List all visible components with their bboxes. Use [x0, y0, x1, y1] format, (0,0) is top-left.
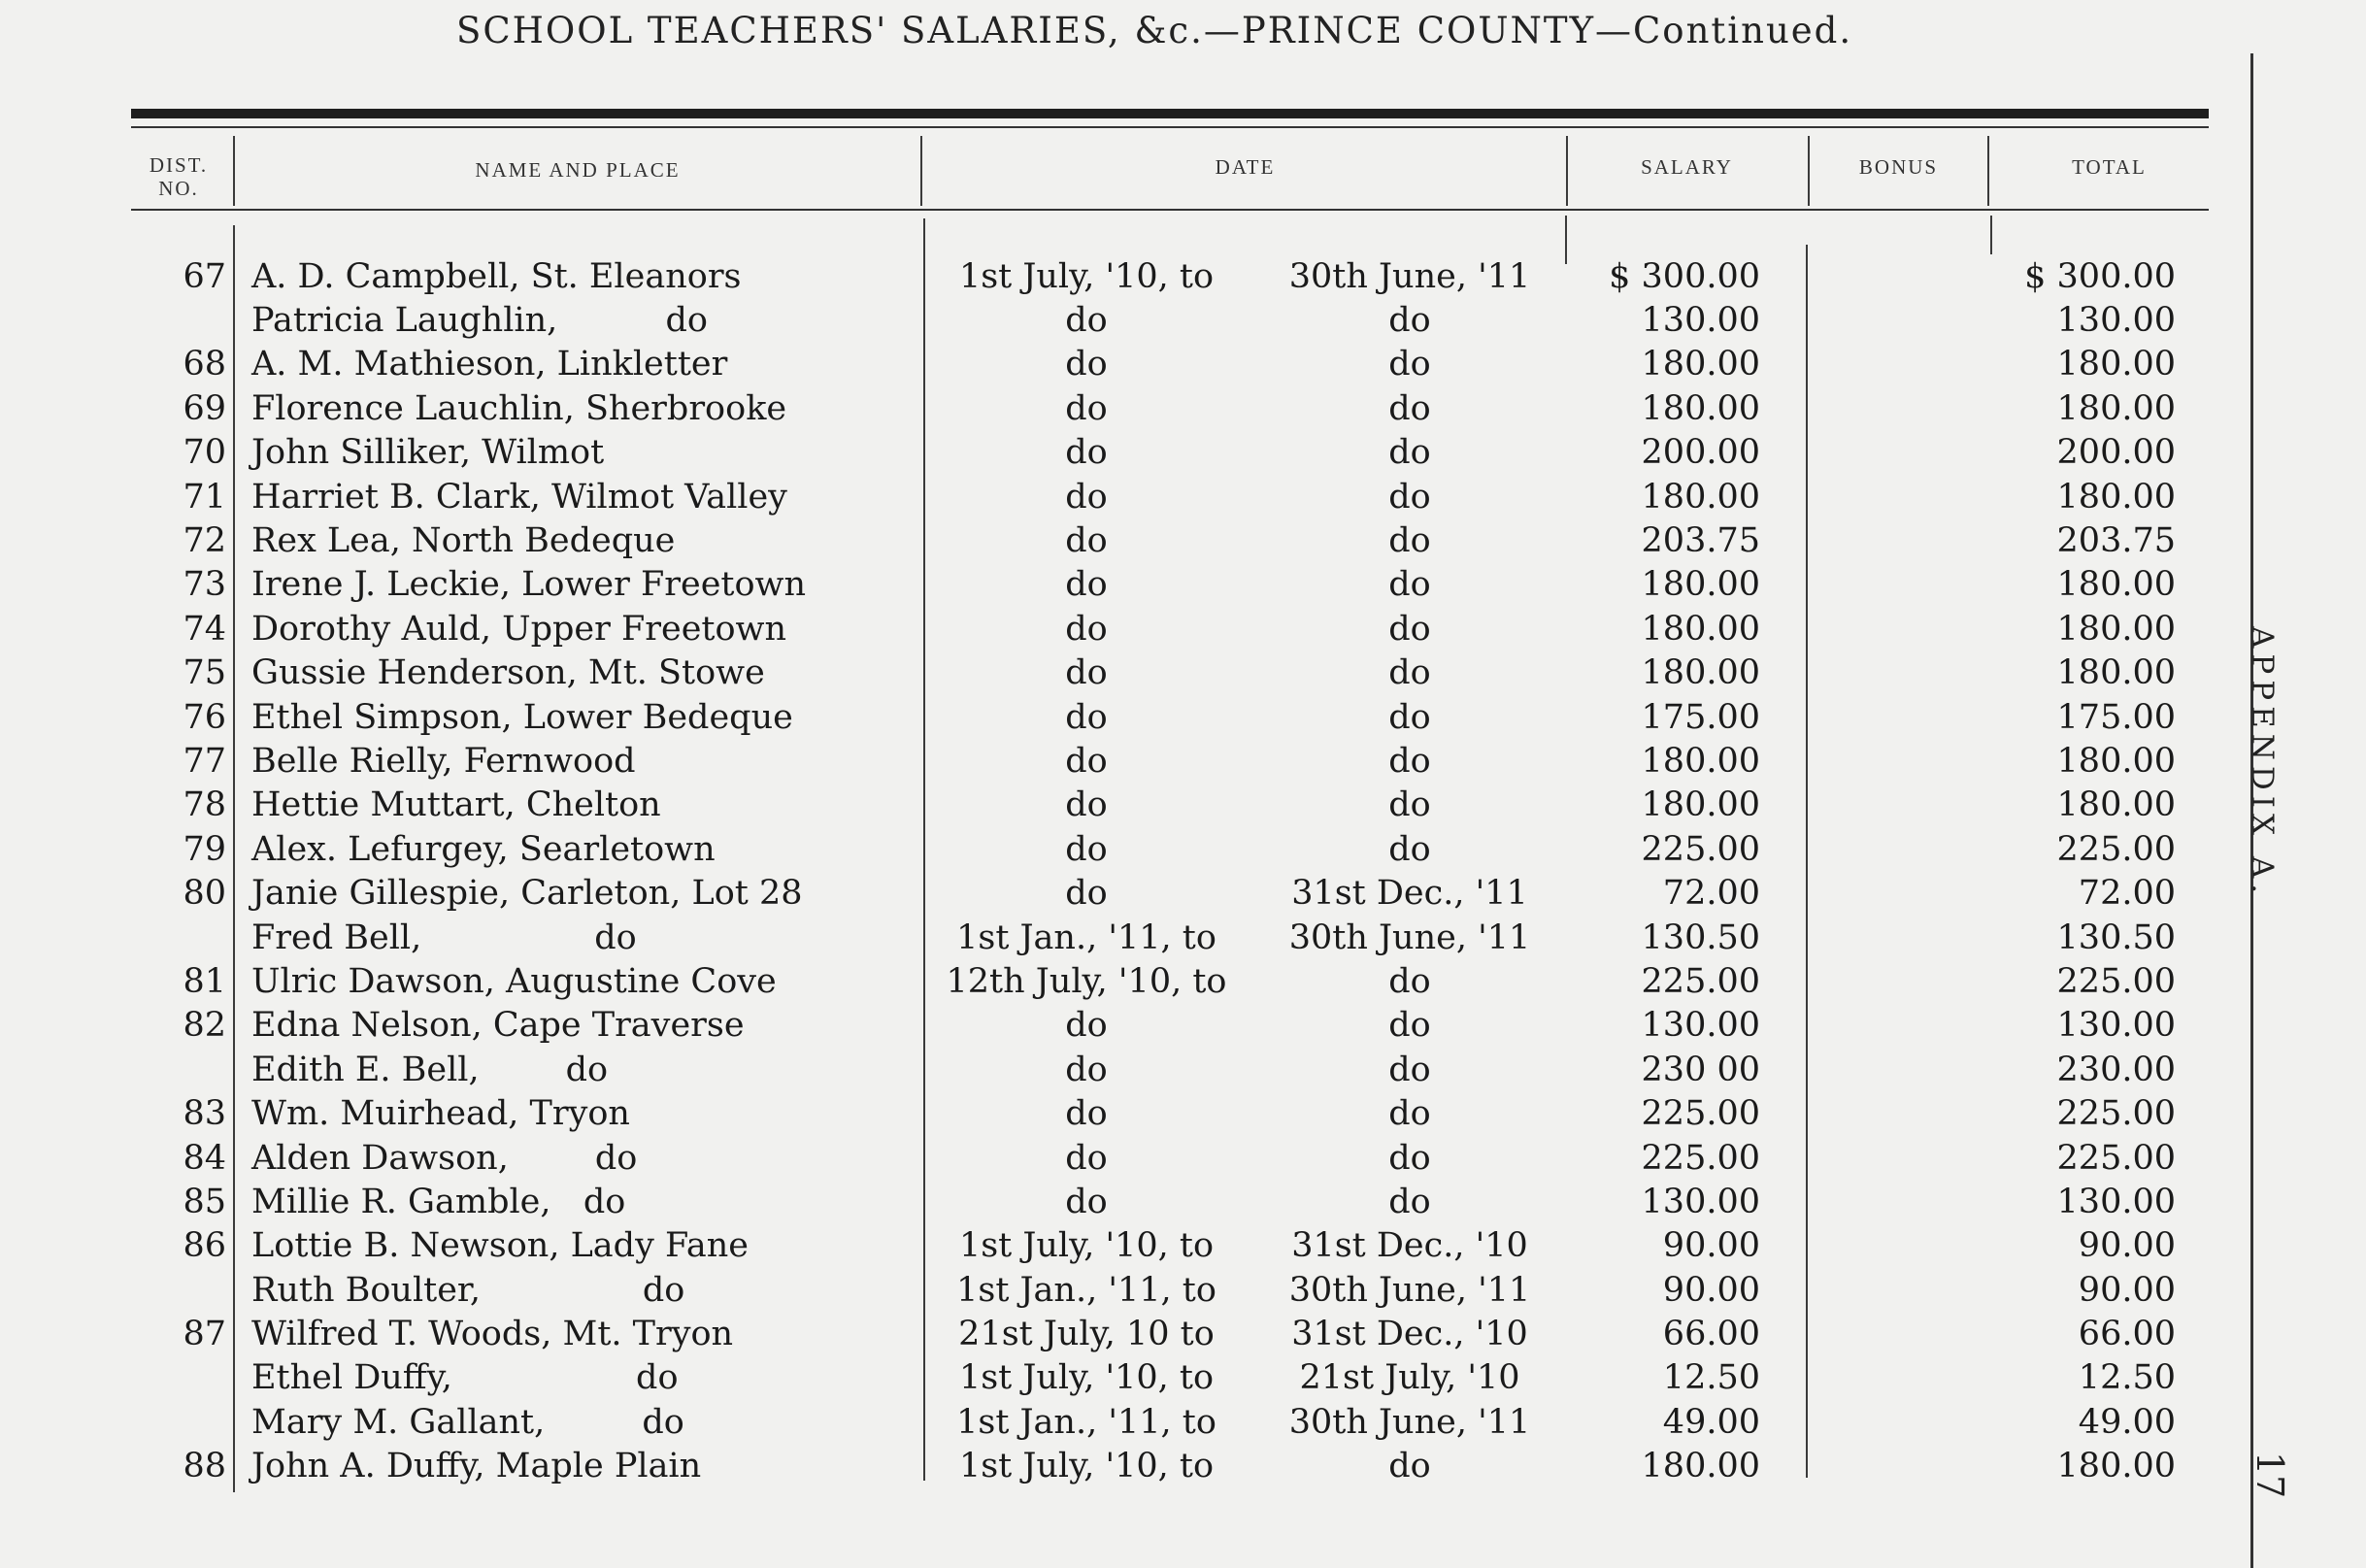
- date-from: do: [1065, 609, 1108, 649]
- bonus-value: [1768, 1224, 1948, 1268]
- bonus-value: [1768, 298, 1948, 342]
- date-from: do: [1065, 565, 1108, 605]
- date-to: do: [1388, 1138, 1431, 1178]
- district-number: [146, 1048, 240, 1091]
- district-number: 87: [183, 1315, 226, 1354]
- date-from: do: [1065, 785, 1108, 825]
- page-title: SCHOOL TEACHERS' SALARIES, &c.—PRINCE COUNTY—Continued.: [456, 10, 1853, 51]
- district-number: 82: [183, 1006, 226, 1046]
- total-value: 225.00: [2056, 961, 2176, 1001]
- teacher-name-place: Alden Dawson, do: [251, 1138, 638, 1178]
- header-salary: SALARY: [1641, 155, 1733, 179]
- bonus-value: [1768, 431, 1948, 475]
- salary-value: 49.00: [1662, 1402, 1760, 1442]
- teacher-name-place: Ulric Dawson, Augustine Cove: [251, 961, 777, 1001]
- appendix-label: APPENDIX A.: [2245, 626, 2280, 900]
- bonus-value: [1768, 916, 1948, 959]
- bonus-value: [1768, 695, 1948, 739]
- salary-value: 200.00: [1641, 433, 1760, 473]
- district-number: 74: [183, 609, 226, 649]
- district-number: [146, 916, 240, 959]
- bonus-value: [1768, 386, 1948, 430]
- salary-value: 180.00: [1641, 477, 1760, 517]
- date-from: do: [1065, 521, 1108, 561]
- district-number: 88: [183, 1447, 226, 1486]
- date-to: 30th June, '11: [1288, 917, 1531, 957]
- table-row: [146, 695, 2176, 739]
- header-dist-line1: DIST.: [149, 153, 209, 177]
- date-to: do: [1388, 1050, 1431, 1089]
- table-row: [146, 1312, 2176, 1355]
- bonus-value: [1768, 1136, 1948, 1180]
- table-row: [146, 784, 2176, 827]
- total-value: 225.00: [2056, 1094, 2176, 1134]
- table-row: [146, 871, 2176, 915]
- date-to: do: [1388, 741, 1431, 781]
- district-number: 80: [183, 874, 226, 914]
- date-to: 21st July, '10: [1299, 1358, 1520, 1398]
- date-from: do: [1065, 1050, 1108, 1089]
- salary-value: 180.00: [1641, 1447, 1760, 1486]
- teacher-name-place: Janie Gillespie, Carleton, Lot 28: [251, 874, 803, 914]
- bonus-value: [1768, 1180, 1948, 1223]
- total-value: 12.50: [2078, 1358, 2176, 1398]
- bonus-value: [1768, 827, 1948, 871]
- salary-value: 225.00: [1641, 829, 1760, 869]
- district-number: 70: [183, 433, 226, 473]
- total-value: 180.00: [2056, 609, 2176, 649]
- table-row: [146, 1445, 2176, 1488]
- total-value: 180.00: [2056, 741, 2176, 781]
- date-from: do: [1065, 1182, 1108, 1221]
- bonus-value: [1768, 1312, 1948, 1355]
- salary-value: 130.00: [1641, 1182, 1760, 1221]
- date-from: 1st Jan., '11, to: [956, 1402, 1216, 1442]
- salary-value: 203.75: [1641, 521, 1760, 561]
- total-value: 180.00: [2056, 785, 2176, 825]
- teacher-name-place: Harriet B. Clark, Wilmot Valley: [251, 477, 787, 517]
- table-row: [146, 1004, 2176, 1048]
- date-from: do: [1065, 741, 1108, 781]
- bonus-value: [1768, 518, 1948, 562]
- total-value: 66.00: [2078, 1315, 2176, 1354]
- header-separator: [1808, 136, 1810, 206]
- salary-table: [146, 254, 2176, 1488]
- district-number: [146, 1400, 240, 1444]
- date-to: do: [1388, 1094, 1431, 1134]
- total-value: 180.00: [2056, 345, 2176, 384]
- date-to: do: [1388, 1006, 1431, 1046]
- table-row: [146, 386, 2176, 430]
- date-to: do: [1388, 1182, 1431, 1221]
- total-value: 175.00: [2056, 697, 2176, 737]
- bonus-value: [1768, 739, 1948, 783]
- teacher-name-place: Millie R. Gamble, do: [251, 1182, 626, 1221]
- table-row: [146, 1400, 2176, 1444]
- salary-value: 90.00: [1662, 1226, 1760, 1266]
- date-from: 1st Jan., '11, to: [956, 917, 1216, 957]
- table-row: [146, 343, 2176, 386]
- date-to: do: [1388, 388, 1431, 428]
- bonus-value: [1768, 1004, 1948, 1048]
- teacher-name-place: John Silliker, Wilmot: [251, 433, 605, 473]
- table-row: [146, 431, 2176, 475]
- header-top-rule: [131, 126, 2209, 128]
- date-from: do: [1065, 1138, 1108, 1178]
- teacher-name-place: Irene J. Leckie, Lower Freetown: [251, 565, 807, 605]
- teacher-name-place: Lottie B. Newson, Lady Fane: [251, 1226, 750, 1266]
- table-row: [146, 739, 2176, 783]
- heavy-rule: [131, 109, 2209, 118]
- table-row: [146, 518, 2176, 562]
- teacher-name-place: A. M. Mathieson, Linkletter: [251, 345, 728, 384]
- date-from: do: [1065, 1006, 1108, 1046]
- date-to: 31st Dec., '10: [1291, 1315, 1528, 1354]
- district-number: 85: [183, 1182, 226, 1221]
- table-row: [146, 607, 2176, 651]
- salary-value: 130.50: [1641, 917, 1760, 957]
- date-to: do: [1388, 829, 1431, 869]
- teacher-name-place: Rex Lea, North Bedeque: [251, 521, 676, 561]
- table-row: [146, 1136, 2176, 1180]
- bonus-value: [1768, 871, 1948, 915]
- salary-value: 180.00: [1641, 741, 1760, 781]
- header-total: TOTAL: [2072, 155, 2147, 179]
- salary-value: 175.00: [1641, 697, 1760, 737]
- header-separator: [1566, 136, 1568, 206]
- date-from: do: [1065, 477, 1108, 517]
- table-row: [146, 651, 2176, 695]
- teacher-name-place: Belle Rielly, Fernwood: [251, 741, 636, 781]
- teacher-name-place: Dorothy Auld, Upper Freetown: [251, 609, 787, 649]
- teacher-name-place: Patricia Laughlin, do: [251, 301, 709, 341]
- salary-value: 72.00: [1662, 874, 1760, 914]
- total-value: 72.00: [2078, 874, 2176, 914]
- header-name: NAME AND PLACE: [475, 158, 681, 182]
- table-row: [146, 959, 2176, 1003]
- page-number: 17: [2249, 1451, 2291, 1499]
- salary-value: 225.00: [1641, 961, 1760, 1001]
- table-row: [146, 1048, 2176, 1091]
- date-from: do: [1065, 874, 1108, 914]
- date-from: do: [1065, 1094, 1108, 1134]
- total-value: 230.00: [2056, 1050, 2176, 1089]
- salary-value: 180.00: [1641, 388, 1760, 428]
- bonus-value: [1768, 563, 1948, 607]
- salary-value: 12.50: [1662, 1358, 1760, 1398]
- date-to: do: [1388, 653, 1431, 693]
- total-value: 90.00: [2078, 1226, 2176, 1266]
- teacher-name-place: John A. Duffy, Maple Plain: [251, 1447, 702, 1486]
- date-to: do: [1388, 961, 1431, 1001]
- table-row: [146, 1268, 2176, 1312]
- bonus-value: [1768, 1356, 1948, 1400]
- salary-value: 230 00: [1641, 1050, 1760, 1089]
- district-number: 77: [183, 741, 226, 781]
- date-from: 1st July, '10, to: [958, 1358, 1215, 1398]
- date-from: do: [1065, 388, 1108, 428]
- date-to: do: [1388, 301, 1431, 341]
- district-number: 76: [183, 697, 226, 737]
- total-value: 180.00: [2056, 565, 2176, 605]
- date-to: 30th June, '11: [1288, 256, 1531, 296]
- teacher-name-place: Ethel Simpson, Lower Bedeque: [251, 697, 793, 737]
- date-to: 31st Dec., '11: [1291, 874, 1528, 914]
- date-from: 1st July, '10, to: [958, 1226, 1215, 1266]
- salary-value: $ 300.00: [1609, 256, 1760, 296]
- date-to: do: [1388, 477, 1431, 517]
- bonus-value: [1768, 959, 1948, 1003]
- teacher-name-place: Ethel Duffy, do: [251, 1358, 679, 1398]
- bonus-value: [1768, 784, 1948, 827]
- salary-value: 180.00: [1641, 345, 1760, 384]
- date-from: 1st Jan., '11, to: [956, 1270, 1216, 1310]
- district-number: 79: [183, 829, 226, 869]
- total-value: 180.00: [2056, 477, 2176, 517]
- table-row: [146, 1356, 2176, 1400]
- total-value: $ 300.00: [2024, 256, 2176, 296]
- total-value: 49.00: [2078, 1402, 2176, 1442]
- header-dist-line2: NO.: [158, 177, 199, 200]
- teacher-name-place: Wilfred T. Woods, Mt. Tryon: [251, 1315, 734, 1354]
- header-dist: [136, 153, 221, 200]
- teacher-name-place: Wm. Muirhead, Tryon: [251, 1094, 630, 1134]
- header-separator: [1987, 136, 1989, 206]
- district-number: 67: [183, 256, 226, 296]
- total-value: 180.00: [2056, 1447, 2176, 1486]
- bonus-value: [1768, 475, 1948, 518]
- total-value: 225.00: [2056, 829, 2176, 869]
- district-number: 83: [183, 1094, 226, 1134]
- table-row: [146, 1180, 2176, 1223]
- total-value: 130.00: [2056, 301, 2176, 341]
- date-from: 1st July, '10, to: [958, 256, 1215, 296]
- salary-value: 66.00: [1662, 1315, 1760, 1354]
- date-to: do: [1388, 697, 1431, 737]
- table-row: [146, 254, 2176, 298]
- header-date: DATE: [1215, 155, 1276, 179]
- salary-value: 225.00: [1641, 1138, 1760, 1178]
- date-from: 12th July, '10, to: [946, 961, 1227, 1001]
- table-row: [146, 916, 2176, 959]
- body-rule-bonus: [1990, 216, 1992, 254]
- salary-value: 180.00: [1641, 565, 1760, 605]
- bonus-value: [1768, 1091, 1948, 1135]
- date-from: do: [1065, 653, 1108, 693]
- table-row: [146, 827, 2176, 871]
- salary-value: 225.00: [1641, 1094, 1760, 1134]
- district-number: 75: [183, 653, 226, 693]
- district-number: [146, 1268, 240, 1312]
- teacher-name-place: Florence Lauchlin, Sherbrooke: [251, 388, 787, 428]
- salary-value: 130.00: [1641, 301, 1760, 341]
- salary-value: 130.00: [1641, 1006, 1760, 1046]
- table-row: [146, 1091, 2176, 1135]
- date-to: 31st Dec., '10: [1291, 1226, 1528, 1266]
- total-value: 90.00: [2078, 1270, 2176, 1310]
- district-number: 81: [183, 961, 226, 1001]
- total-value: 180.00: [2056, 653, 2176, 693]
- district-number: 72: [183, 521, 226, 561]
- date-from: do: [1065, 433, 1108, 473]
- date-to: do: [1388, 433, 1431, 473]
- district-number: [146, 1356, 240, 1400]
- date-from: do: [1065, 345, 1108, 384]
- date-from: do: [1065, 829, 1108, 869]
- header-bottom-rule: [131, 209, 2209, 211]
- salary-value: 180.00: [1641, 785, 1760, 825]
- district-number: 84: [183, 1138, 226, 1178]
- date-to: 30th June, '11: [1288, 1270, 1531, 1310]
- total-value: 200.00: [2056, 433, 2176, 473]
- total-value: 130.00: [2056, 1182, 2176, 1221]
- salary-value: 90.00: [1662, 1270, 1760, 1310]
- date-from: 1st July, '10, to: [958, 1447, 1215, 1486]
- date-from: do: [1065, 301, 1108, 341]
- date-to: do: [1388, 609, 1431, 649]
- salary-value: 180.00: [1641, 653, 1760, 693]
- date-to: do: [1388, 785, 1431, 825]
- district-number: 68: [183, 345, 226, 384]
- district-number: 86: [183, 1226, 226, 1266]
- teacher-name-place: Mary M. Gallant, do: [251, 1402, 684, 1442]
- date-to: do: [1388, 345, 1431, 384]
- table-row: [146, 563, 2176, 607]
- table-row: [146, 298, 2176, 342]
- district-number: [146, 298, 240, 342]
- teacher-name-place: Alex. Lefurgey, Searletown: [251, 829, 716, 869]
- district-number: 73: [183, 565, 226, 605]
- header-bonus: BONUS: [1858, 155, 1939, 179]
- date-to: do: [1388, 521, 1431, 561]
- table-row: [146, 1224, 2176, 1268]
- date-from: do: [1065, 697, 1108, 737]
- total-value: 225.00: [2056, 1138, 2176, 1178]
- bonus-value: [1768, 607, 1948, 651]
- date-from: 21st July, 10 to: [958, 1315, 1215, 1354]
- date-to: do: [1388, 565, 1431, 605]
- teacher-name-place: Hettie Muttart, Chelton: [251, 785, 661, 825]
- teacher-name-place: Edna Nelson, Cape Traverse: [251, 1006, 745, 1046]
- bonus-value: [1768, 254, 1948, 298]
- salary-value: 180.00: [1641, 609, 1760, 649]
- teacher-name-place: Fred Bell, do: [251, 917, 637, 957]
- teacher-name-place: A. D. Campbell, St. Eleanors: [251, 256, 742, 296]
- bonus-value: [1768, 651, 1948, 695]
- total-value: 130.50: [2056, 917, 2176, 957]
- date-to: 30th June, '11: [1288, 1402, 1531, 1442]
- bonus-value: [1768, 343, 1948, 386]
- district-number: 71: [183, 477, 226, 517]
- header-separator: [233, 136, 235, 206]
- table-row: [146, 475, 2176, 518]
- bonus-value: [1768, 1268, 1948, 1312]
- district-number: 69: [183, 388, 226, 428]
- salary-table-body: [146, 254, 2176, 1488]
- total-value: 203.75: [2056, 521, 2176, 561]
- district-number: 78: [183, 785, 226, 825]
- header-separator: [920, 136, 922, 206]
- date-to: do: [1388, 1447, 1431, 1486]
- bonus-value: [1768, 1445, 1948, 1488]
- teacher-name-place: Gussie Henderson, Mt. Stowe: [251, 653, 765, 693]
- total-value: 180.00: [2056, 388, 2176, 428]
- bonus-value: [1768, 1400, 1948, 1444]
- teacher-name-place: Ruth Boulter, do: [251, 1270, 685, 1310]
- total-value: 130.00: [2056, 1006, 2176, 1046]
- bonus-value: [1768, 1048, 1948, 1091]
- teacher-name-place: Edith E. Bell, do: [251, 1050, 609, 1089]
